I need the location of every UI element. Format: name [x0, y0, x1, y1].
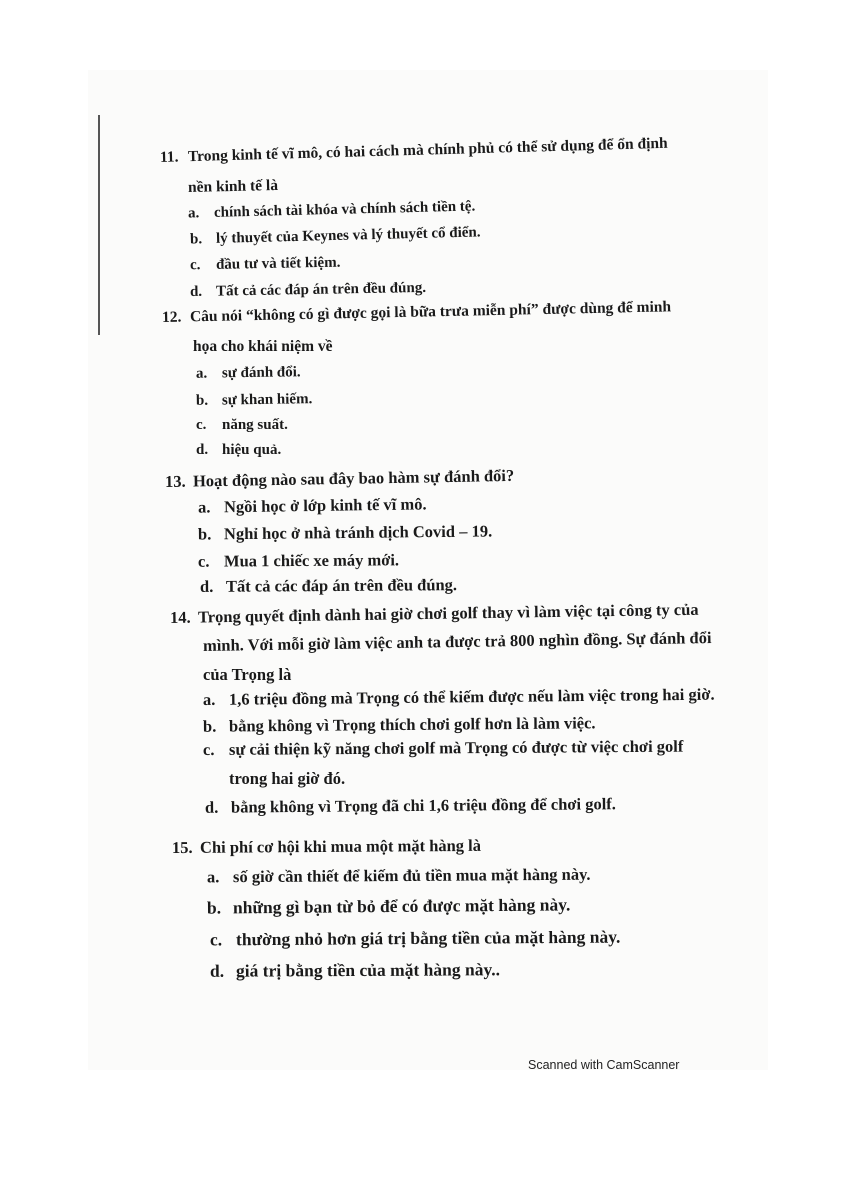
option-text: năng suất.: [222, 417, 288, 433]
question-14-option-c: [203, 737, 683, 760]
question-13-option-c: [198, 550, 399, 571]
question-11-option-c: [190, 255, 341, 275]
question-15-option-c: [210, 927, 620, 951]
question-14-line-2: mình. Với mỗi giờ làm việc anh ta được trả 800 nghìn đồng. Sự đánh đổi: [202, 628, 712, 655]
question-11-text: Trong kinh tế vĩ mô, có hai cách mà chính phủ có thể sử dụng để ổn định: [187, 134, 668, 166]
option-letter: a.: [206, 867, 220, 887]
option-letter: a.: [202, 689, 216, 709]
option-text: sự cải thiện kỹ năng chơi golf mà Trọng có được từ việc chơi golf: [228, 736, 684, 759]
option-letter: c.: [202, 739, 215, 759]
question-12-option-b: [196, 391, 313, 410]
option-letter: b.: [195, 392, 209, 409]
question-15-text: Chi phí cơ hội khi mua một mặt hàng là: [199, 835, 482, 857]
question-15-line-1: [172, 836, 481, 857]
option-text: Nghỉ học ở nhà tránh dịch Covid – 19.: [223, 521, 493, 544]
question-13-option-a: [198, 494, 427, 517]
question-14-option-c-cont: trong hai giờ đó.: [229, 769, 346, 788]
option-letter: c.: [197, 551, 210, 571]
question-11-number: 11.: [159, 148, 179, 166]
option-letter: c.: [189, 257, 201, 274]
option-letter: b.: [189, 231, 203, 248]
question-15-option-a: [207, 865, 591, 888]
option-text: chính sách tài khóa và chính sách tiền tệ.: [213, 198, 476, 221]
question-14-option-d: [205, 794, 616, 818]
option-letter: d.: [209, 960, 225, 981]
question-15-number: 15.: [171, 837, 193, 857]
question-12-text: Câu nói “không có gì được gọi là bữa trưa miễn phí” được dùng để minh: [189, 298, 672, 326]
question-11-line-2: nền kinh tế là: [187, 176, 279, 197]
question-12-number: 12.: [161, 308, 182, 326]
question-13-number: 13.: [164, 471, 186, 491]
option-text: sự đánh đổi.: [221, 364, 301, 382]
question-13-option-b: [198, 521, 492, 544]
option-letter: b.: [202, 716, 217, 736]
option-letter: b.: [206, 897, 222, 918]
question-13-option-d: [200, 575, 457, 597]
option-text: đầu tư và tiết kiệm.: [215, 254, 341, 273]
question-12-option-c: [196, 417, 288, 434]
option-letter: a.: [187, 205, 200, 222]
option-letter: d.: [189, 283, 203, 301]
option-text: bằng không vì Trọng thích chơi golf hơn là làm việc.: [228, 713, 596, 736]
question-12-option-d: [196, 442, 281, 459]
option-text: lý thuyết của Keynes và lý thuyết cổ điển.: [215, 224, 481, 247]
option-text: Mua 1 chiếc xe máy mới.: [223, 550, 400, 571]
option-text: Tất cả các đáp án trên đều đúng.: [215, 279, 427, 300]
question-13-text: Hoạt động nào sau đây bao hàm sự đánh đổi?: [192, 465, 515, 491]
question-14-option-b: [203, 713, 596, 736]
option-letter: a.: [197, 497, 211, 517]
question-15-option-d: [210, 959, 500, 982]
option-letter: d.: [199, 576, 214, 596]
option-text: những gì bạn từ bỏ để có được mặt hàng này.: [232, 894, 571, 918]
question-15-option-b: [207, 894, 570, 918]
option-text: bằng không vì Trọng đã chi 1,6 triệu đồng để chơi golf.: [230, 794, 616, 817]
question-14-line-3: của Trọng là: [203, 665, 292, 684]
option-letter: b.: [197, 524, 212, 544]
option-letter: a.: [195, 365, 208, 382]
binding-edge-line: [98, 115, 100, 335]
option-letter: c.: [196, 417, 207, 433]
question-12-option-a: [196, 364, 301, 382]
option-text: hiệu quả.: [222, 442, 282, 458]
question-12-line-2: họa cho khái niệm về: [193, 338, 333, 355]
option-text: thường nhỏ hơn giá trị bằng tiền của mặt hàng này.: [235, 926, 621, 950]
camscanner-watermark: Scanned with CamScanner: [528, 1058, 680, 1072]
option-letter: c.: [209, 929, 223, 950]
option-text: giá trị bằng tiền của mặt hàng này..: [235, 959, 501, 981]
question-14-text: Trọng quyết định dành hai giờ chơi golf thay vì làm việc tại công ty của: [197, 599, 699, 627]
option-text: sự khan hiếm.: [221, 391, 313, 409]
option-text: Tất cả các đáp án trên đều đúng.: [225, 575, 458, 596]
question-14-number: 14.: [169, 607, 191, 627]
option-letter: d.: [196, 442, 209, 458]
option-text: 1,6 triệu đồng mà Trọng có thể kiếm được nếu làm việc trong hai giờ.: [228, 684, 715, 709]
option-letter: d.: [204, 797, 219, 817]
option-text: Ngồi học ở lớp kinh tế vĩ mô.: [223, 494, 427, 517]
option-text: số giờ cần thiết để kiếm đủ tiền mua mặt hàng này.: [232, 864, 591, 887]
